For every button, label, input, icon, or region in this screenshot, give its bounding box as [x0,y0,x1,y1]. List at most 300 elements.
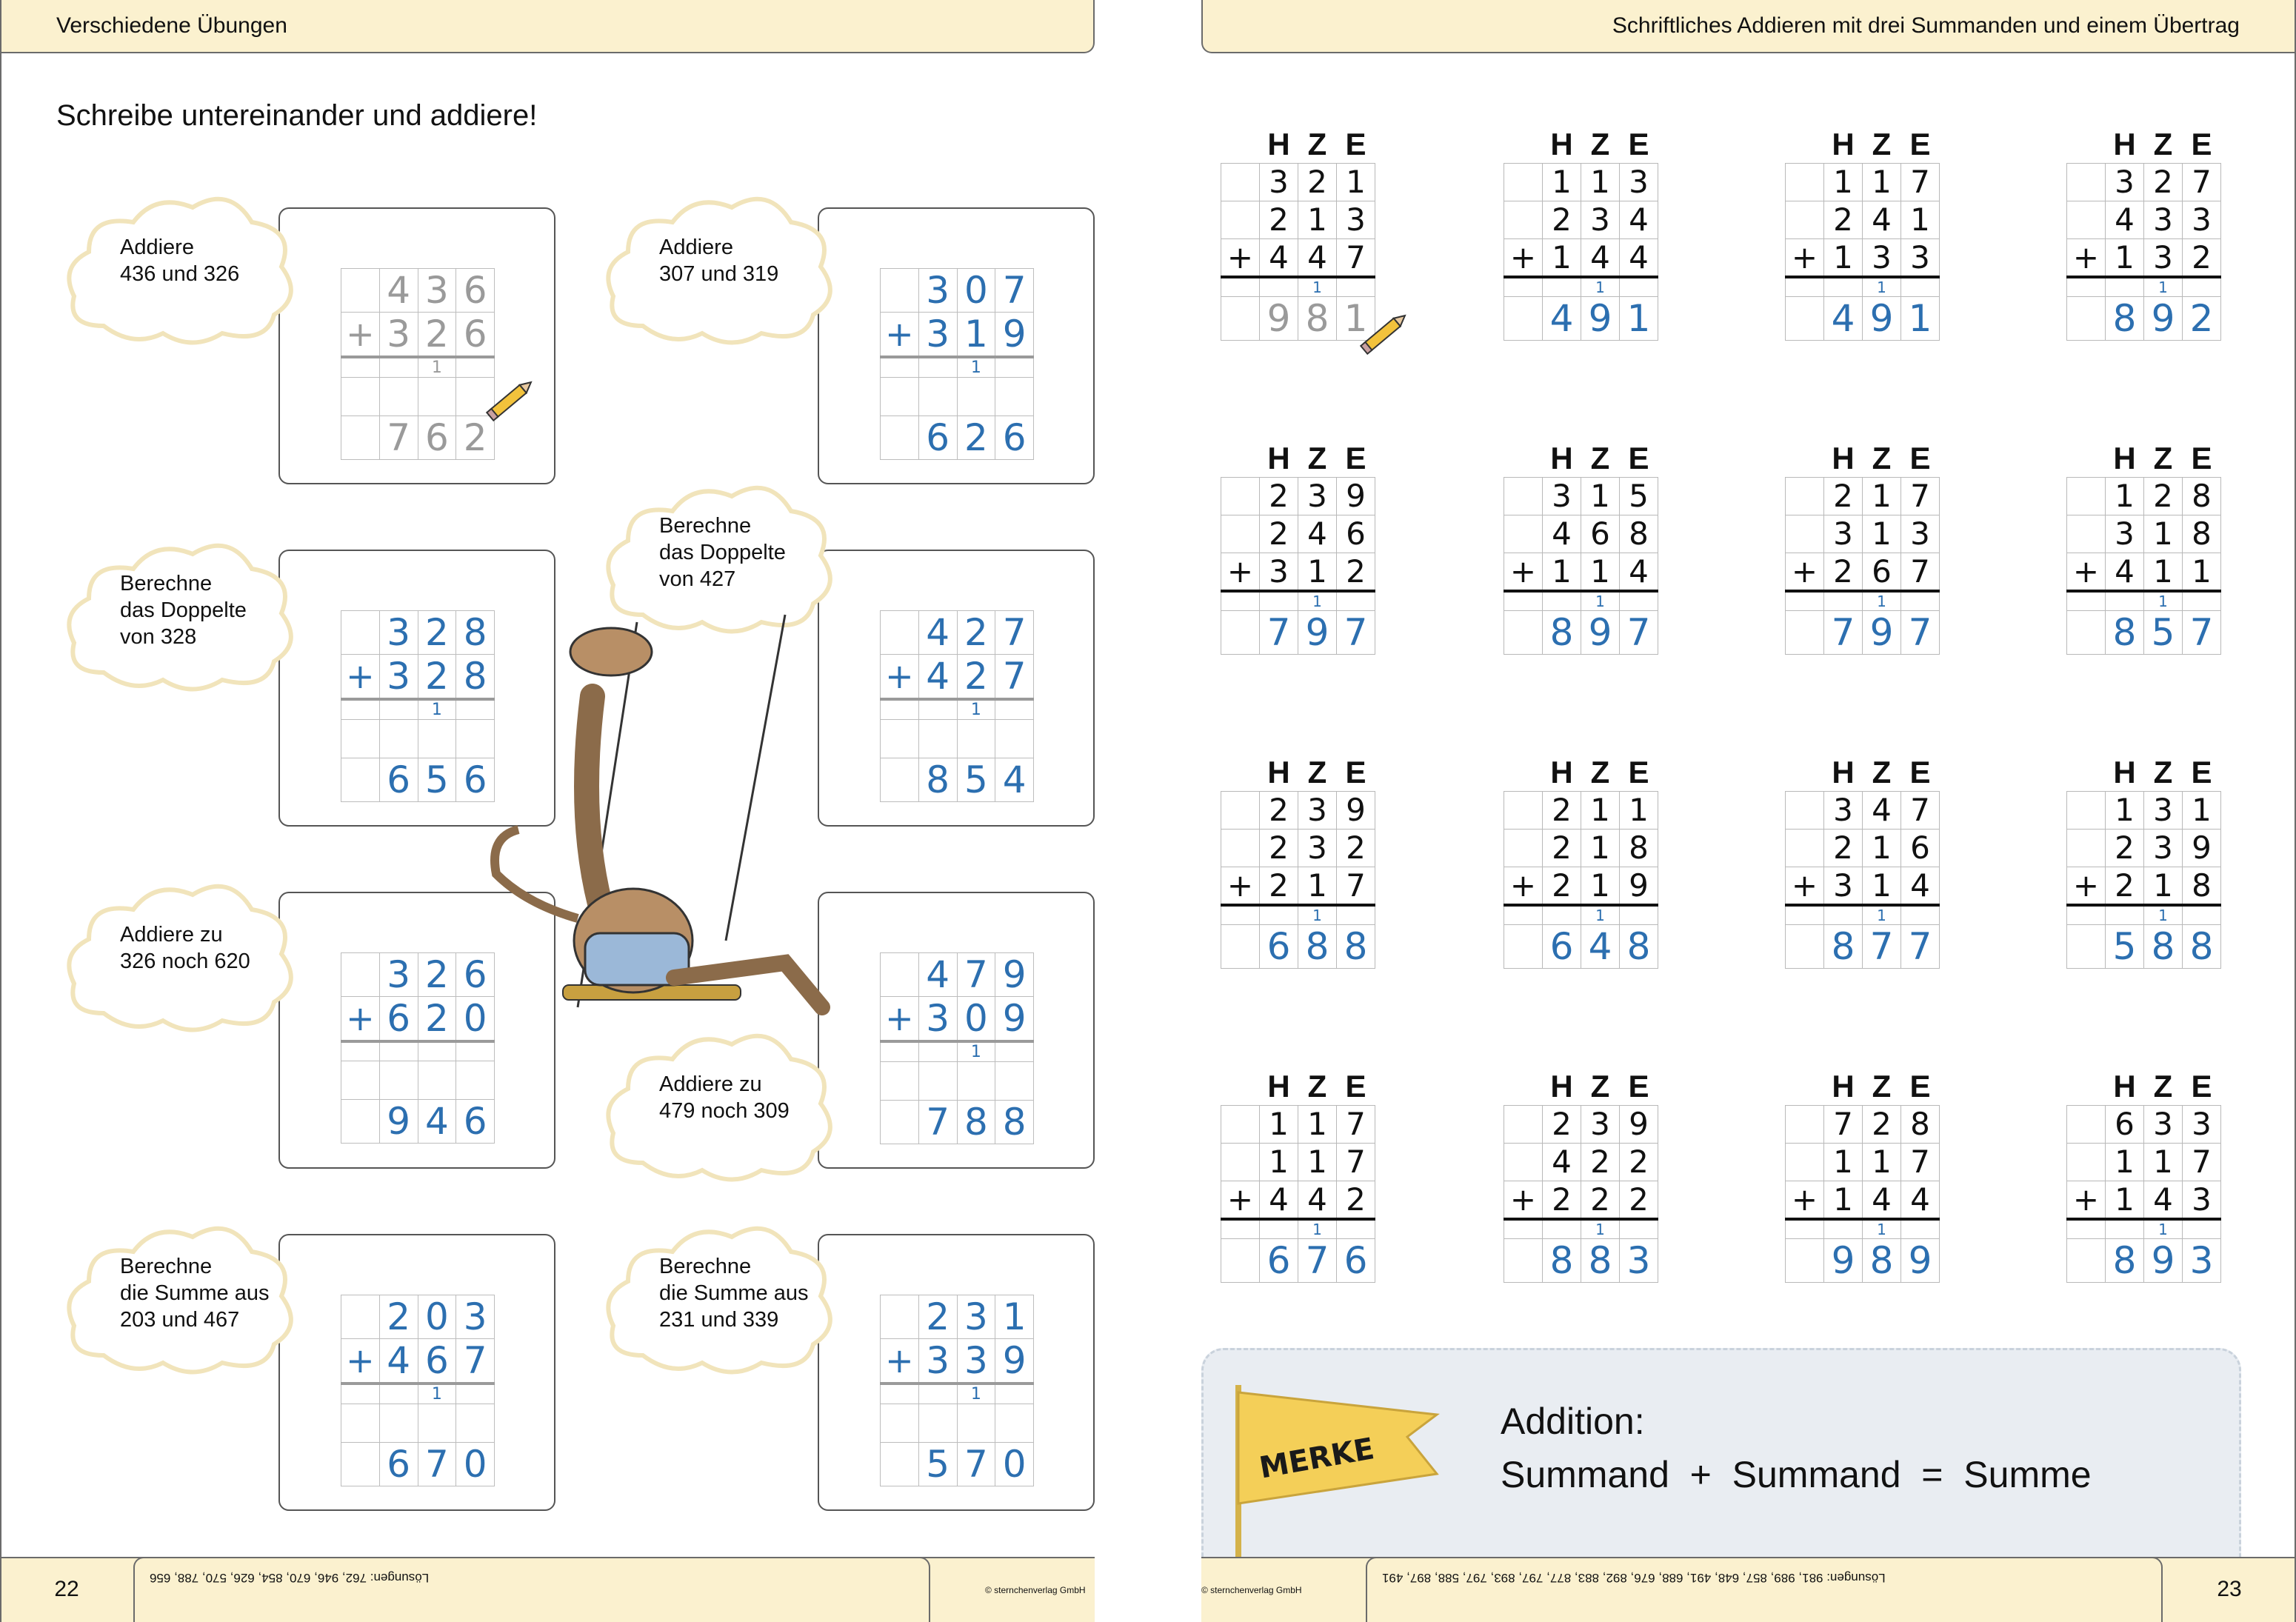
op-cell [1786,1143,1824,1181]
digit-cell: 7 [1901,477,1940,515]
grid-cell: 2 [418,997,456,1042]
copyright-right: © sternchenverlag GmbH [1201,1585,1302,1595]
result-digit: 7 [1824,610,1863,654]
grid-cell: 7 [379,416,418,460]
digit-cell: 3 [1298,477,1337,515]
carry-cell [1221,905,1260,925]
digit-cell: 2 [2183,238,2221,277]
result-digit: 3 [2183,1238,2221,1282]
place-header: Z [1307,126,1327,161]
grid-cell: 4 [995,758,1034,802]
grid-cell: + [881,1339,919,1384]
digit-cell: 2 [1260,201,1298,238]
digit-cell: 2 [1260,829,1298,867]
place-header: H [1267,754,1290,790]
grid-cell: 7 [456,1339,495,1384]
digit-cell: 4 [1298,515,1337,553]
digit-cell: 1 [1298,201,1337,238]
grid-cell: 4 [918,953,957,997]
digit-cell: 3 [1337,201,1375,238]
grid-cell [918,720,957,758]
digit-cell: 3 [1581,201,1620,238]
carry-cell [1620,277,1658,297]
column-addition [1221,126,1375,341]
digit-cell: 3 [2106,515,2144,553]
result-spacer [1786,610,1824,654]
digit-cell: 7 [1337,1105,1375,1143]
result-spacer [1504,610,1543,654]
digit-cell: 8 [1901,1105,1940,1143]
grid-cell [918,1062,957,1101]
grid-cell [456,1061,495,1099]
result-digit: 6 [1337,1238,1375,1282]
place-header: Z [1590,1068,1610,1104]
grid-cell: 4 [379,269,418,313]
result-digit: 8 [2106,1238,2144,1282]
prompt-line: 231 und 339 [659,1308,779,1332]
place-header: E [2191,126,2212,161]
grid-cell [995,378,1034,416]
grid-cell: 6 [995,416,1034,460]
digit-cell: 1 [2106,1181,2144,1219]
column-addition [2066,1068,2221,1283]
carry-cell: 1 [1863,591,1901,611]
result-digit: 1 [1620,296,1658,340]
place-header: H [1832,1068,1855,1104]
carry-cell [1337,1219,1375,1239]
result-digit: 7 [1620,610,1658,654]
grid-cell: 0 [418,1295,456,1339]
grid-cell: 2 [379,1295,418,1339]
carry-cell [1901,591,1940,611]
carry-cell: 1 [2144,591,2183,611]
prompt-line: von 328 [120,625,197,649]
digit-cell: 6 [1581,515,1620,553]
grid-cell: 5 [918,1443,957,1486]
digit-cell: 2 [1260,477,1298,515]
result-spacer [1221,610,1260,654]
grid-cell [379,699,418,720]
carry-cell [2106,277,2144,297]
digit-cell: 2 [1260,515,1298,553]
place-header: H [1267,1068,1290,1104]
column-addition [2066,440,2221,655]
grid-cell: 2 [418,953,456,997]
column-addition [1221,1068,1375,1283]
grid-cell: 6 [379,997,418,1042]
plus-sign: + [2067,553,2106,591]
grid-cell: + [341,313,380,358]
digit-cell: 3 [2183,1181,2221,1219]
carry-cell [1901,277,1940,297]
grid-cell: + [881,997,919,1042]
task-box [818,892,1095,1169]
place-header: Z [1590,754,1610,790]
result-digit: 8 [1543,1238,1581,1282]
header-spacer [2067,754,2106,791]
op-cell [1221,829,1260,867]
grid-cell: 0 [957,997,995,1042]
result-spacer [2067,610,2106,654]
place-header: H [1550,754,1573,790]
grid-cell [881,611,919,655]
header-spacer [1221,126,1260,163]
grid-cell: 1 [418,357,456,378]
addition-grid [880,268,1034,460]
carry-cell [2067,1219,2106,1239]
digit-cell: 8 [2183,867,2221,905]
digit-cell: 6 [1863,553,1901,591]
digit-cell: 7 [1901,163,1940,201]
digit-cell: 1 [1863,1143,1901,1181]
place-header: Z [1872,1068,1892,1104]
prompt-cloud [598,185,843,348]
result-digit: 8 [2106,296,2144,340]
prompt-line: 307 und 319 [659,262,779,286]
prompt-cloud [598,1215,843,1378]
result-digit: 9 [1260,296,1298,340]
op-cell [1786,515,1824,553]
digit-cell: 4 [1620,201,1658,238]
task-box [278,207,555,484]
addition-grid [341,610,495,802]
digit-cell: 1 [1863,515,1901,553]
prompt-text [659,1071,790,1124]
digit-cell: 1 [1901,201,1940,238]
result-spacer [1221,296,1260,340]
digit-cell: 8 [2183,515,2221,553]
carry-cell [1337,277,1375,297]
grid-cell: 9 [995,997,1034,1042]
digit-cell: 9 [1337,791,1375,829]
grid-cell: 6 [379,1443,418,1486]
prompt-text [659,1253,809,1333]
plus-sign: + [1786,1181,1824,1219]
prompt-text [659,234,778,287]
digit-cell: 3 [1260,163,1298,201]
grid-cell [379,1404,418,1443]
grid-cell [418,378,456,416]
grid-cell: 3 [456,1295,495,1339]
grid-cell: 2 [957,416,995,460]
digit-cell: 2 [1543,1181,1581,1219]
digit-cell: 6 [1901,829,1940,867]
digit-cell: 2 [1620,1143,1658,1181]
grid-cell: 7 [918,1101,957,1144]
digit-cell: 1 [1824,1143,1863,1181]
grid-cell [341,378,380,416]
grid-cell [341,720,380,758]
carry-cell [1504,277,1543,297]
carry-cell: 1 [1863,905,1901,925]
header-spacer [1786,126,1824,163]
grid-cell [341,611,380,655]
carry-cell: 1 [2144,277,2183,297]
prompt-line: Addiere zu [659,1072,762,1096]
grid-cell [995,1062,1034,1101]
carry-cell [1824,905,1863,925]
digit-cell: 9 [1620,1105,1658,1143]
plus-sign: + [1221,238,1260,277]
result-digit: 6 [1260,924,1298,968]
digit-cell: 1 [1581,553,1620,591]
place-header: H [1267,440,1290,475]
digit-cell: 4 [1863,791,1901,829]
digit-cell: 4 [1901,1181,1940,1219]
column-addition [1504,1068,1658,1283]
grid-cell [918,1384,957,1404]
solutions-tab-left [133,1557,930,1622]
digit-cell: 4 [1863,201,1901,238]
grid-cell: + [341,1339,380,1384]
digit-cell: 1 [1824,1181,1863,1219]
addition-grid [880,610,1034,802]
digit-cell: 1 [2183,791,2221,829]
grid-cell: 3 [379,953,418,997]
addition-grid [341,268,495,460]
carry-cell [1786,905,1824,925]
carry-cell [2183,1219,2221,1239]
prompt-line: das Doppelte [120,598,247,622]
prompt-cloud [59,1215,304,1378]
header-spacer [1786,1068,1824,1105]
digit-cell: 6 [1337,515,1375,553]
grid-cell [418,1041,456,1061]
carry-cell: 1 [1581,591,1620,611]
place-header: Z [1590,440,1610,475]
place-header: Z [2153,126,2173,161]
digit-cell: 4 [1863,1181,1901,1219]
digit-cell: 8 [2183,477,2221,515]
result-spacer [1504,924,1543,968]
digit-cell: 1 [1543,553,1581,591]
carry-cell [1824,277,1863,297]
grid-cell: 8 [918,758,957,802]
page-number-right: 23 [2217,1577,2242,1601]
op-cell [2067,477,2106,515]
digit-cell: 2 [2106,867,2144,905]
page-edge-left [0,0,1,1622]
grid-cell: 0 [456,997,495,1042]
addition-grid [341,952,495,1144]
merke-flag-label: MERKE [1257,1432,1377,1486]
plus-sign: + [1504,1181,1543,1219]
result-digit: 7 [1901,924,1940,968]
grid-cell: 6 [418,1339,456,1384]
result-digit: 8 [1620,924,1658,968]
header-spacer [1221,1068,1260,1105]
carry-cell [1221,1219,1260,1239]
digit-cell: 3 [2144,1105,2183,1143]
op-cell [1221,515,1260,553]
op-cell [2067,829,2106,867]
digit-cell: 1 [1620,791,1658,829]
plus-sign: + [2067,238,2106,277]
header-right-title: Schriftliches Addieren mit drei Summanden und einem Übertrag [1612,13,2240,38]
carry-cell: 1 [1863,1219,1901,1239]
digit-cell: 1 [1824,163,1863,201]
digit-cell: 8 [1620,829,1658,867]
digit-cell: 4 [1298,238,1337,277]
result-spacer [1221,924,1260,968]
result-digit: 9 [2144,1238,2183,1282]
digit-cell: 3 [1298,829,1337,867]
digit-cell: 7 [2183,1143,2221,1181]
task-box [818,1234,1095,1511]
grid-cell [881,699,919,720]
digit-cell: 1 [1543,238,1581,277]
place-header: E [1345,440,1366,475]
grid-cell [341,1041,380,1061]
carry-cell [1901,1219,1940,1239]
place-header: Z [1872,126,1892,161]
grid-cell: 2 [456,416,495,460]
prompt-line: Berechne [120,1255,213,1278]
digit-cell: 2 [1581,1181,1620,1219]
place-header: E [1628,1068,1649,1104]
carry-cell [1221,591,1260,611]
grid-cell: 9 [995,313,1034,358]
digit-cell: 3 [1260,553,1298,591]
carry-cell [1260,591,1298,611]
grid-cell [881,1041,919,1062]
column-addition [2066,126,2221,341]
digit-cell: 2 [1260,867,1298,905]
plus-sign: + [2067,867,2106,905]
plus-sign: + [1504,867,1543,905]
grid-cell: 0 [957,269,995,313]
plus-sign: + [1221,1181,1260,1219]
digit-cell: 1 [2106,791,2144,829]
digit-cell: 2 [1337,1181,1375,1219]
prompt-line: 203 und 467 [120,1308,240,1332]
op-cell [1221,477,1260,515]
grid-cell [995,1384,1034,1404]
digit-cell: 3 [1581,1105,1620,1143]
result-digit: 8 [2144,924,2183,968]
prompt-cloud [598,1022,843,1185]
digit-cell: 3 [2144,238,2183,277]
grid-cell: 4 [379,1339,418,1384]
digit-cell: 1 [2183,553,2221,591]
digit-cell: 2 [1543,791,1581,829]
grid-cell [341,1295,380,1339]
digit-cell: 1 [1581,477,1620,515]
result-digit: 8 [1337,924,1375,968]
prompt-line: 479 noch 309 [659,1099,790,1123]
grid-cell [881,1101,919,1144]
result-digit: 4 [1824,296,1863,340]
grid-cell [418,1404,456,1443]
prompt-line: 326 noch 620 [120,949,250,973]
place-header: Z [1872,754,1892,790]
grid-cell: 5 [418,758,456,802]
place-header: E [1628,754,1649,790]
grid-cell [881,953,919,997]
place-header: Z [1307,440,1327,475]
prompt-line: die Summe aus [120,1281,270,1305]
grid-cell: 2 [918,1295,957,1339]
op-cell [1504,163,1543,201]
op-cell [1786,477,1824,515]
grid-cell [881,1384,919,1404]
grid-cell: 0 [995,1443,1034,1486]
digit-cell: 1 [1581,829,1620,867]
carry-cell [1543,905,1581,925]
grid-cell: 7 [995,269,1034,313]
grid-cell: 3 [918,1339,957,1384]
carry-cell [2106,905,2144,925]
digit-cell: 3 [1824,515,1863,553]
grid-cell: 7 [957,953,995,997]
op-cell [1504,1143,1543,1181]
digit-cell: 1 [1260,1143,1298,1181]
result-digit: 9 [1901,1238,1940,1282]
digit-cell: 1 [1863,477,1901,515]
digit-cell: 1 [2106,477,2144,515]
carry-cell [1337,591,1375,611]
header-spacer [1504,440,1543,477]
place-header: H [2113,440,2136,475]
header-left-title: Verschiedene Übungen [56,13,287,38]
digit-cell: 3 [1298,791,1337,829]
place-header: H [2113,754,2136,790]
digit-cell: 4 [1620,553,1658,591]
digit-cell: 2 [1620,1181,1658,1219]
column-addition [1785,1068,1940,1283]
grid-cell [456,1041,495,1061]
grid-cell [995,699,1034,720]
digit-cell: 6 [2106,1105,2144,1143]
grid-cell [957,1404,995,1443]
place-header: H [1267,126,1290,161]
grid-cell [341,269,380,313]
grid-cell [881,378,919,416]
result-digit: 5 [2106,924,2144,968]
digit-cell: 1 [1581,867,1620,905]
digit-cell: 7 [1824,1105,1863,1143]
op-cell [2067,163,2106,201]
digit-cell: 1 [2106,1143,2144,1181]
grid-cell: 7 [995,655,1034,700]
grid-cell: 9 [995,1339,1034,1384]
carry-cell [1786,591,1824,611]
grid-cell [456,1384,495,1404]
digit-cell: 3 [2183,201,2221,238]
grid-cell: 4 [418,1099,456,1143]
op-cell [1221,1143,1260,1181]
result-spacer [1786,296,1824,340]
op-cell [1504,515,1543,553]
grid-cell: 9 [379,1099,418,1143]
digit-cell: 2 [1260,791,1298,829]
result-spacer [2067,1238,2106,1282]
column-addition [1785,754,1940,969]
digit-cell: 8 [1620,515,1658,553]
digit-cell: 1 [1863,829,1901,867]
place-header: H [1550,1068,1573,1104]
column-addition [1504,754,1658,969]
grid-cell: 6 [918,416,957,460]
prompt-line: die Summe aus [659,1281,809,1305]
addition-grid [880,952,1034,1144]
grid-cell: 6 [456,758,495,802]
place-header: Z [2153,754,2173,790]
result-spacer [1504,1238,1543,1282]
grid-cell: 4 [918,611,957,655]
result-digit: 8 [1863,1238,1901,1282]
result-digit: 8 [2106,610,2144,654]
